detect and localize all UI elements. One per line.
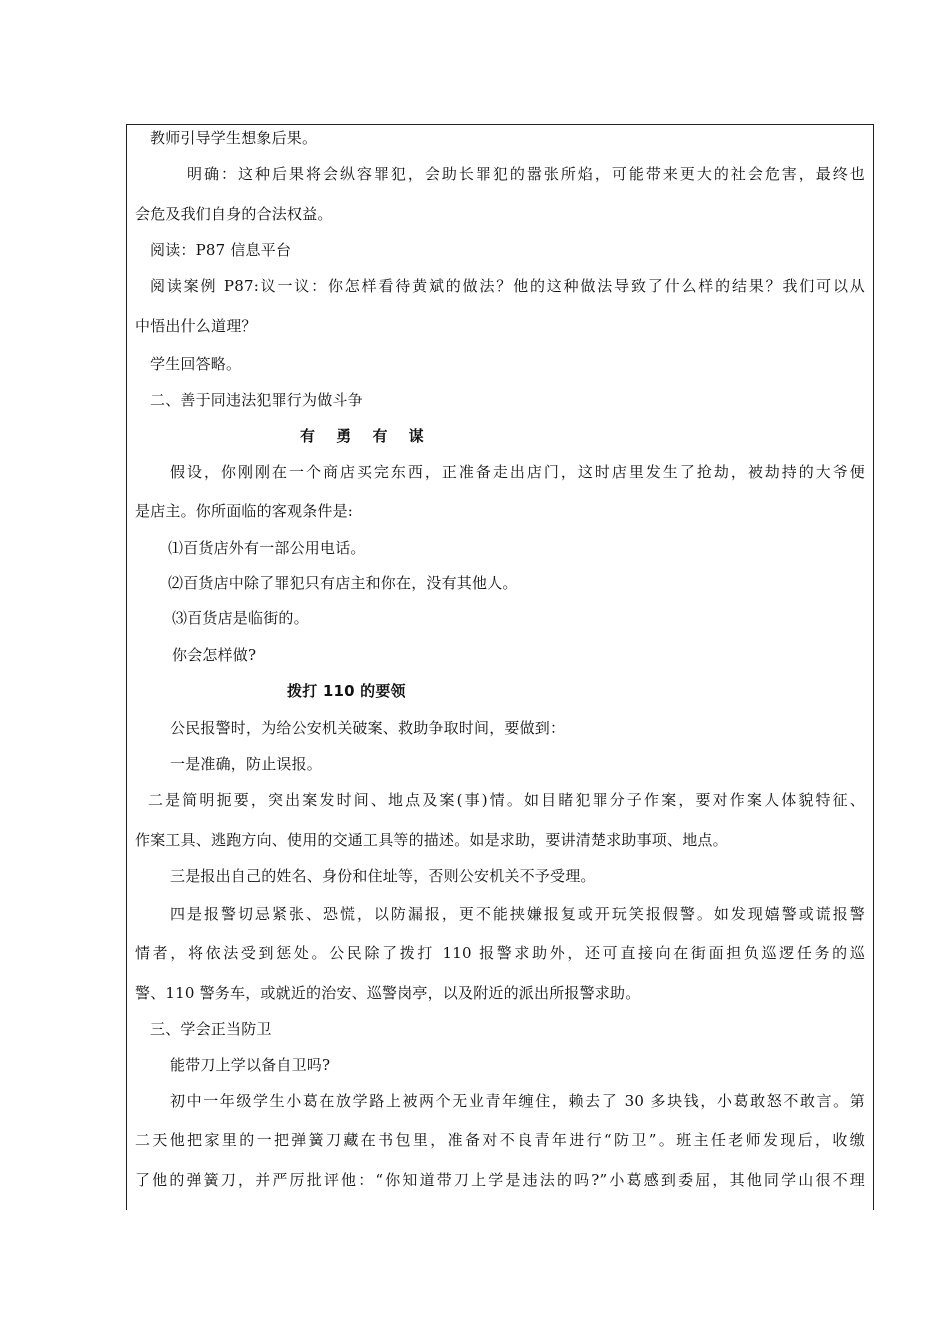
text-line: 明确：这种后果将会纵容罪犯，会助长罪犯的嚣张所焰，可能带来更大的社会危害，最终也: [187, 165, 865, 183]
text-line: 二是简明扼要，突出案发时间、地点及案(事)情。如目睹犯罪分子作案，要对作案人体貌特征、: [148, 791, 865, 809]
text-line: 公民报警时，为给公安机关破案、救助争取时间，要做到：: [170, 719, 566, 737]
list-item: ⑴百货店外有一部公用电话。: [168, 539, 366, 557]
text-line: 警、110 警务车，或就近的治安、巡警岗亭，以及附近的派出所报警求助。: [135, 984, 641, 1002]
text-line: 会危及我们自身的合法权益。: [135, 205, 333, 223]
text-line: 情者，将依法受到惩处。公民除了拨打 110 报警求助外，还可直接向在街面担负巡逻任务的巡: [135, 944, 865, 962]
text-line: 是店主。你所面临的客观条件是:: [135, 502, 354, 520]
text-line: 中悟出什么道理？: [135, 317, 257, 335]
text-line: 阅读案例 P87:议一议：你怎样看待黄斌的做法？他的这种做法导致了什么样的结果？我们可以从: [150, 277, 865, 295]
text-line: 四是报警切忌紧张、恐慌，以防漏报，更不能挟嫌报复或开玩笑报假警。如发现嬉警或谎报警: [170, 905, 865, 923]
list-item: ⑵百货店中除了罪犯只有店主和你在，没有其他人。: [168, 574, 518, 592]
text-line: 假设，你刚刚在一个商店买完东西，正准备走出店门，这时店里发生了抢劫，被劫持的大爷便: [170, 463, 865, 481]
text-line: 初中一年级学生小葛在放学路上被两个无业青年缠住，赖去了 30 多块钱，小葛敢怒不敢言。第: [170, 1092, 865, 1110]
text-line: 二天他把家里的一把弹簧刀藏在书包里，准备对不良青年进行“防卫”。班主任老师发现后，收缴: [135, 1131, 865, 1149]
text-line: 了他的弹簧刀，并严厉批评他：“你知道带刀上学是违法的吗?”小葛感到委屈，其他同学山很不理: [135, 1171, 865, 1189]
subheading: 有 勇 有 谋: [300, 427, 432, 445]
text-line: 学生回答略。: [150, 355, 242, 373]
text-line: 能带刀上学以备自卫吗?: [170, 1056, 331, 1074]
section-heading: 二、善于同违法犯罪行为做斗争: [150, 391, 363, 409]
text-line: 一是准确，防止误报。: [170, 755, 323, 773]
section-heading: 三、学会正当防卫: [150, 1020, 272, 1038]
text-line: 教师引导学生想象后果。: [150, 129, 318, 147]
text-line: 阅读：P87 信息平台: [150, 241, 292, 259]
text-line: 三是报出自己的姓名、身份和住址等，否则公安机关不予受理。: [170, 867, 596, 885]
text-line: 你会怎样做?: [172, 646, 257, 664]
text-line: 作案工具、逃跑方向、使用的交通工具等的描述。如是求助，要讲清楚求助事项、地点。: [135, 831, 728, 849]
list-item: ⑶百货店是临街的。: [172, 609, 309, 627]
subheading: 拨打 110 的要领: [287, 682, 406, 700]
